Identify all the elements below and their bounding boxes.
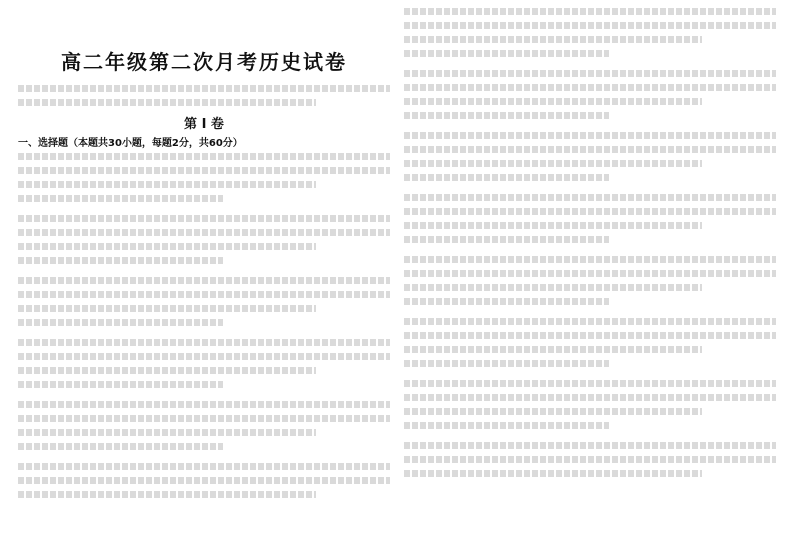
part-label: 第 I 卷: [184, 117, 224, 132]
section-label: 一、选择题（本题共30小题，每题2分，共60分）: [18, 138, 243, 149]
question-block: [18, 153, 390, 498]
instructions-line: [18, 85, 390, 92]
left-column: [18, 8, 390, 552]
instructions-line: [18, 99, 316, 106]
question-block: [404, 8, 776, 477]
right-column: [404, 8, 776, 552]
exam-title: 高二年级第二次月考历史试卷: [61, 50, 347, 74]
